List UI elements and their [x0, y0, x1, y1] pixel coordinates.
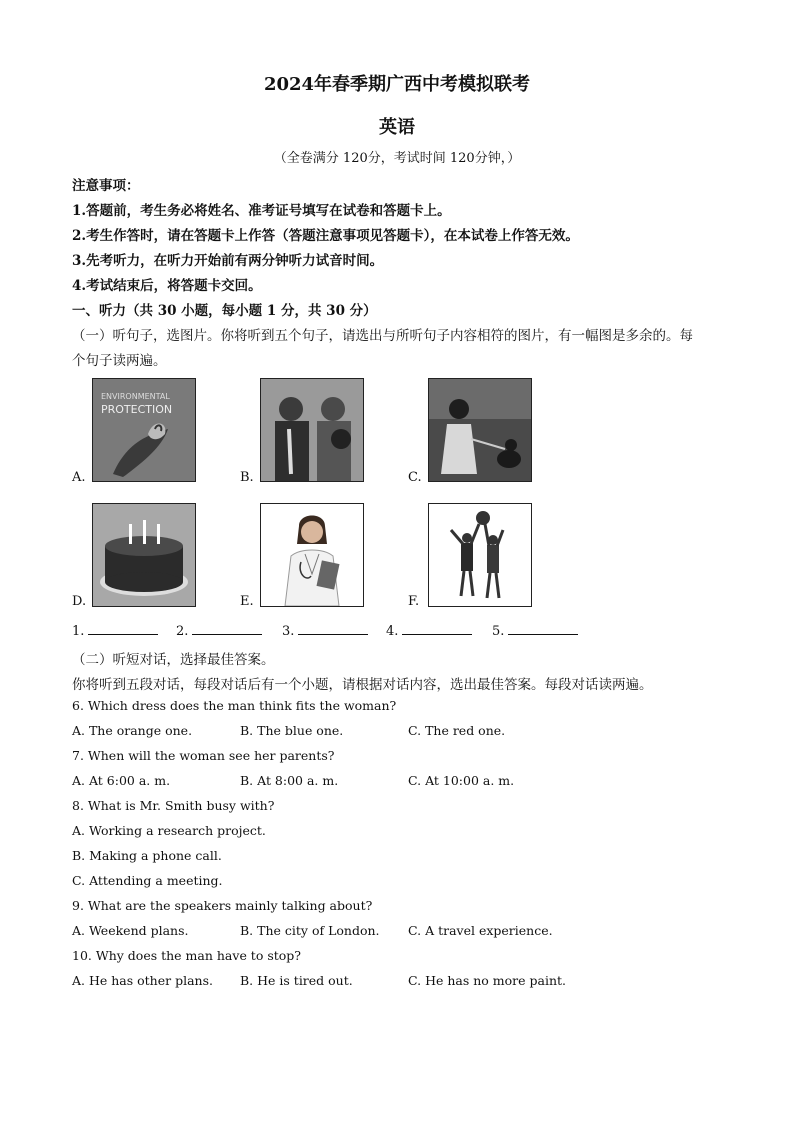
environmental-protection-poster [92, 378, 196, 482]
exam-title: 2024年春季期广西中考模拟联考 [263, 74, 531, 95]
question-10-option-a[interactable]: A. He has other plans. [72, 973, 213, 988]
question-9-option-a[interactable]: A. Weekend plans. [72, 923, 189, 938]
image-label-e: E. [240, 594, 254, 609]
part1-instruction-line2: 个句子读两遍。 [72, 353, 167, 369]
question-7-option-b[interactable]: B. At 8:00 a. m. [240, 773, 339, 788]
image-label-a: A. [72, 470, 86, 485]
question-7-option-c[interactable]: C. At 10:00 a. m. [408, 773, 515, 788]
birthday-cake-photo [92, 503, 196, 607]
image-label-b: B. [240, 470, 254, 485]
image-label-d: D. [72, 594, 87, 609]
question-9-option-b[interactable]: B. The city of London. [240, 923, 380, 938]
exam-note: （全卷满分 120分，考试时间 120分钟，） [273, 151, 521, 166]
question-8-option-a[interactable]: A. Working a research project. [72, 823, 266, 838]
part2-instruction: 你将听到五段对话，每段对话后有一个小题，请根据对话内容，选出最佳答案。每段对话读两遍。 [72, 677, 653, 693]
notice-heading: 注意事项： [72, 178, 140, 194]
poster-text-line1: ENVIRONMENTAL [101, 392, 170, 401]
two-boys-baseball-photo [260, 378, 364, 482]
question-8-option-b[interactable]: B. Making a phone call. [72, 848, 222, 863]
question-9-option-c[interactable]: C. A travel experience. [408, 923, 553, 938]
answer-blank-3[interactable]: 3. [282, 622, 368, 639]
part1-instruction-line1: （一）听句子，选图片。你将听到五个句子，请选出与所听句子内容相符的图片，有一幅图是多余的。每 [72, 328, 693, 344]
question-7-option-a[interactable]: A. At 6:00 a. m. [72, 773, 171, 788]
question-7: 7. When will the woman see her parents? [72, 748, 335, 763]
answer-blank-1[interactable]: 1. [72, 622, 158, 639]
notice-item-2: 2.考生作答时，请在答题卡上作答（答题注意事项见答题卡），在本试卷上作答无效。 [72, 228, 579, 244]
answer-blank-5[interactable]: 5. [492, 622, 578, 639]
question-6-option-c[interactable]: C. The red one. [408, 723, 506, 738]
image-label-c: C. [408, 470, 422, 485]
notice-item-1: 1.答题前，考生务必将姓名、准考证号填写在试卷和答题卡上。 [72, 203, 451, 219]
question-8: 8. What is Mr. Smith busy with? [72, 798, 275, 813]
basketball-players-photo [428, 503, 532, 607]
question-6-option-b[interactable]: B. The blue one. [240, 723, 344, 738]
section-listening-title: 一、听力（共 30 小题，每小题 1 分，共 30 分） [72, 303, 377, 319]
image-label-f: F. [408, 594, 420, 609]
answer-blank-4[interactable]: 4. [386, 622, 472, 639]
answer-blank-2[interactable]: 2. [176, 622, 262, 639]
exam-subject: 英语 [379, 117, 415, 138]
question-10-option-c[interactable]: C. He has no more paint. [408, 973, 567, 988]
question-8-option-c[interactable]: C. Attending a meeting. [72, 873, 223, 888]
notice-item-3: 3.先考听力，在听力开始前有两分钟听力试音时间。 [72, 253, 384, 269]
question-9: 9. What are the speakers mainly talking about? [72, 898, 373, 913]
part2-title: （二）听短对话，选择最佳答案。 [72, 652, 275, 668]
doctor-woman-photo [260, 503, 364, 607]
poster-text-line2: PROTECTION [101, 403, 173, 416]
question-10: 10. Why does the man have to stop? [72, 948, 301, 963]
question-6-option-a[interactable]: A. The orange one. [72, 723, 193, 738]
girl-with-dog-photo [428, 378, 532, 482]
question-10-option-b[interactable]: B. He is tired out. [240, 973, 353, 988]
notice-item-4: 4.考试结束后，将答题卡交回。 [72, 278, 262, 294]
question-6: 6. Which dress does the man think fits the woman? [72, 698, 397, 713]
